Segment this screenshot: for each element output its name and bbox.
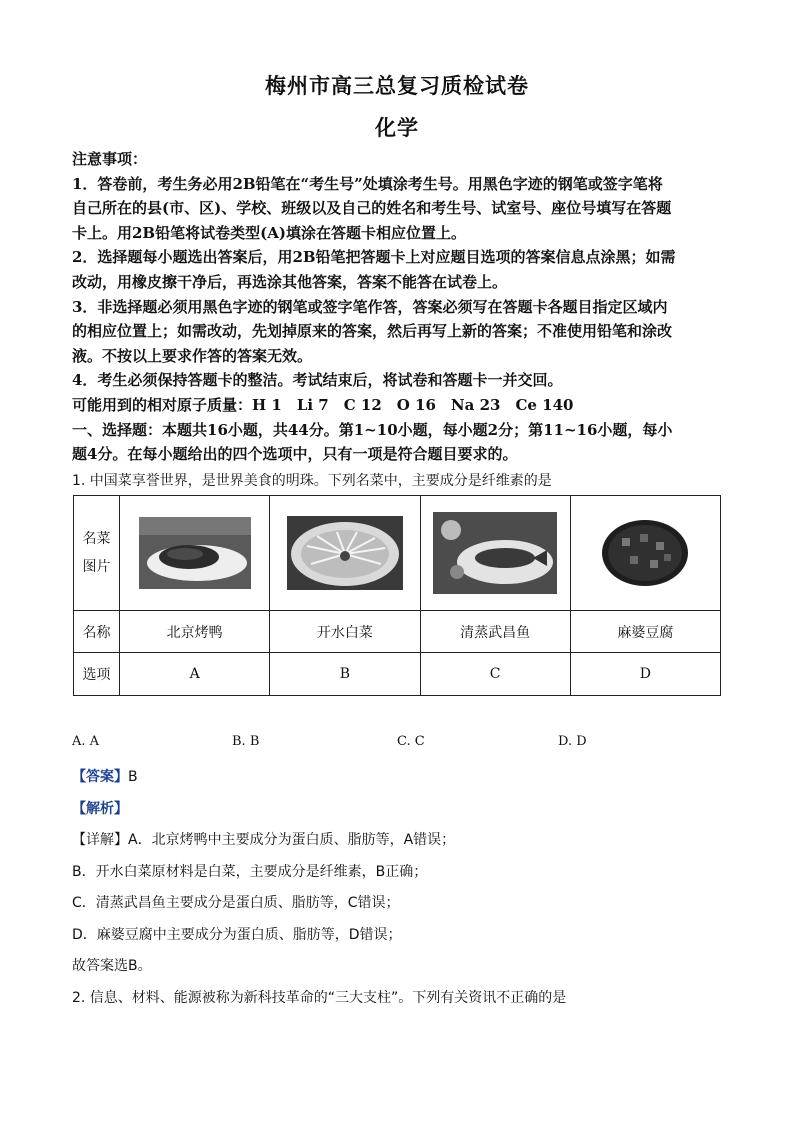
peking-duck-image xyxy=(139,517,251,589)
instruction-line: 液。不按以上要求作答的答案无效。 xyxy=(72,346,313,365)
dish-name: 麻婆豆腐 xyxy=(570,611,720,653)
section-heading-line: 一、选择题：本题共16小题，共44分。第1~10小题，每小题2分；第11~16小题，每小 xyxy=(72,420,673,439)
answer-line xyxy=(72,766,722,786)
mapo-tofu-image xyxy=(600,518,690,588)
detail-tag: 【详解】 xyxy=(72,832,128,848)
row-header-name: 名称 xyxy=(74,611,120,653)
dish-image-cabbage xyxy=(270,496,420,611)
atomic-mass-line: 可能用到的相对原子质量：H 1 Li 7 C 12 O 16 Na 23 Ce 140 xyxy=(72,395,574,414)
instruction-line: 1．答卷前，考生务必用2B铅笔在“考生号”处填涂考生号。用黑色字迹的钢笔或签字笔将 xyxy=(72,174,663,193)
detail-line: C．清蒸武昌鱼主要成分是蛋白质、脂肪等，C错误； xyxy=(72,895,400,911)
instruction-line: 卡上。用2B铅笔将试卷类型(A)填涂在答题卡相应位置上。 xyxy=(72,223,466,242)
conclusion-line: 故答案选B。 xyxy=(72,958,152,974)
row-header-option: 选项 xyxy=(74,653,120,696)
question-1-stem: 1. 中国菜享誉世界，是世界美食的明珠。下列名菜中，主要成分是纤维素的是 xyxy=(72,473,552,489)
instruction-line: 3．非选择题必须用黑色字迹的钢笔或签字笔作答，答案必须写在答题卡各题目指定区域内 xyxy=(72,297,668,316)
detail-line xyxy=(72,829,722,849)
dish-image-peking-duck xyxy=(120,496,270,611)
row-header-picture: 名菜 图片 xyxy=(74,496,120,611)
dish-name: 开水白菜 xyxy=(270,611,420,653)
option-b: B. B xyxy=(232,734,260,749)
question-2-stem: 2. 信息、材料、能源被称为新科技革命的“三大支柱”。下列有关资讯不正确的是 xyxy=(72,990,567,1006)
dish-name: 北京烤鸭 xyxy=(120,611,270,653)
section-heading-line: 题4分。在每小题给出的四个选项中，只有一项是符合题目要求的。 xyxy=(72,445,518,464)
subject-title: 化学 xyxy=(375,115,419,140)
cabbage-soup-image xyxy=(287,516,403,590)
instruction-line: 自己所在的县(市、区)、学校、班级以及自己的姓名和考生号、试室号、座位号填写在答题 xyxy=(72,199,672,218)
dish-name: 清蒸武昌鱼 xyxy=(420,611,570,653)
detail-line: D．麻婆豆腐中主要成分为蛋白质、脂肪等，D错误； xyxy=(72,927,402,943)
table-row xyxy=(74,653,721,696)
option-letter: C xyxy=(420,653,570,696)
option-letter: D xyxy=(570,653,720,696)
answer-tag: 【答案】 xyxy=(72,769,128,785)
steamed-fish-image xyxy=(433,512,557,594)
option-c: C. C xyxy=(397,734,425,749)
answer-value: B xyxy=(128,769,138,785)
table-row xyxy=(74,611,721,653)
analysis-tag: 【解析】 xyxy=(72,801,128,817)
option-letter: A xyxy=(120,653,270,696)
detail-line: B．开水白菜原材料是白菜，主要成分是纤维素，B正确； xyxy=(72,864,428,880)
table-row xyxy=(74,496,721,611)
option-letter: B xyxy=(270,653,420,696)
instructions xyxy=(72,147,722,467)
detail-text: A．北京烤鸭中主要成分为蛋白质、脂肪等，A错误； xyxy=(128,832,456,848)
answer-options xyxy=(72,734,722,754)
instruction-line: 4．考生必须保持答题卡的整洁。考试结束后，将试卷和答题卡一并交回。 xyxy=(72,371,563,390)
instruction-line: 的相应位置上；如需改动，先划掉原来的答案，然后再写上新的答案；不准使用铅笔和涂改 xyxy=(72,322,673,341)
instructions-heading: 注意事项： xyxy=(72,150,148,168)
exam-title: 梅州市高三总复习质检试卷 xyxy=(265,73,529,98)
dish-table xyxy=(73,495,721,696)
instruction-line: 改动，用橡皮擦干净后，再选涂其他答案，答案不能答在试卷上。 xyxy=(72,272,508,291)
instruction-line: 2．选择题每小题选出答案后，用2B铅笔把答题卡上对应题目选项的答案信息点涂黑；如需 xyxy=(72,248,676,267)
option-d: D. D xyxy=(558,734,587,749)
dish-image-tofu xyxy=(570,496,720,611)
option-a: A. A xyxy=(72,734,100,749)
dish-image-fish xyxy=(420,496,570,611)
